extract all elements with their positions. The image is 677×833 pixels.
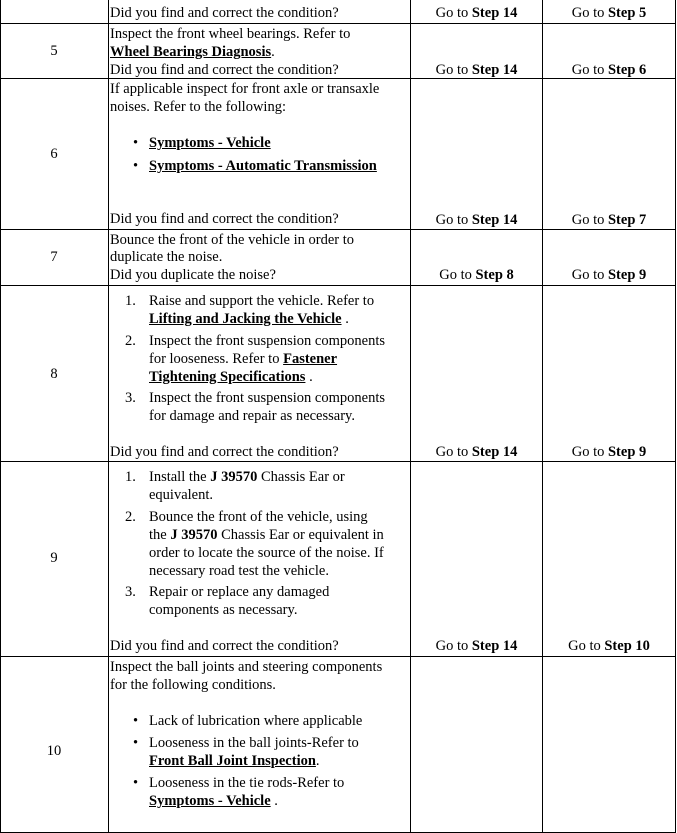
table-border-right (675, 0, 676, 833)
no-action: Go to Step 6 (571, 62, 647, 78)
bullet-icon: • (133, 713, 139, 729)
list-item: 1. Install the J 39570 Chassis Ear or equivalent. (125, 469, 345, 503)
instruction-text: Bounce the front of the vehicle in order to (110, 232, 355, 248)
row-divider (0, 23, 676, 24)
no-step-link[interactable]: Step 9 (607, 267, 647, 283)
table-column-divider (108, 0, 109, 833)
row-divider (0, 461, 676, 462)
step-number: 10 (46, 743, 62, 759)
yes-action: Go to Step 8 (439, 267, 514, 283)
question-text: Did you find and correct the condition? (110, 62, 339, 78)
bullet-icon: • (133, 158, 139, 174)
yes-step-link[interactable]: Step 14 (471, 5, 518, 21)
row-divider (0, 656, 676, 657)
symptoms-vehicle-link[interactable]: Symptoms - Vehicle (149, 793, 271, 809)
list-item: • Looseness in the ball joints-Refer to Front Ball Joint Inspection. (133, 735, 359, 769)
symptoms-automatic-transmission-link[interactable]: Symptoms - Automatic Transmission (149, 158, 377, 174)
instruction-text: Inspect the ball joints and steering components (110, 659, 383, 675)
instruction-text: for the following conditions. (110, 677, 276, 693)
instruction-text: duplicate the noise. (110, 249, 223, 265)
yes-step-link[interactable]: Step 14 (471, 212, 518, 228)
symptoms-vehicle-link[interactable]: Symptoms - Vehicle (149, 135, 271, 151)
yes-step-link[interactable]: Step 14 (471, 638, 518, 654)
fastener-tightening-link-cont[interactable]: Tightening Specifications (149, 369, 306, 385)
instruction-text: noises. Refer to the following: (110, 99, 286, 115)
yes-action: Go to Step 14 (435, 5, 518, 21)
bullet-icon: • (133, 735, 139, 751)
no-step-link[interactable]: Step 7 (607, 212, 647, 228)
list-item: 3. Repair or replace any damaged components as necessary. (125, 584, 330, 618)
wheel-bearings-diagnosis-link[interactable]: Wheel Bearings Diagnosis (110, 44, 272, 60)
question-text: Did you find and correct the condition? (110, 5, 339, 21)
no-action: Go to Step 7 (571, 212, 647, 228)
no-action: Go to Step 10 (568, 638, 650, 654)
no-action: Go to Step 9 (571, 444, 647, 460)
row-divider (0, 285, 676, 286)
list-item: 1. Raise and support the vehicle. Refer to Lifting and Jacking the Vehicle . (125, 293, 375, 327)
yes-action: Go to Step 14 (435, 444, 518, 460)
yes-step-link[interactable]: Step 14 (471, 62, 518, 78)
fastener-tightening-link[interactable]: Fastener (283, 351, 338, 367)
no-step-link[interactable]: Step 9 (607, 444, 647, 460)
no-action: Go to Step 9 (571, 267, 647, 283)
bullet-icon: • (133, 775, 139, 791)
step-number: 9 (50, 550, 58, 566)
table-column-divider (542, 0, 543, 833)
yes-step-link[interactable]: Step 14 (471, 444, 518, 460)
bullet-icon: • (133, 135, 139, 151)
step-number: 7 (50, 249, 58, 265)
instruction-text: If applicable inspect for front axle or transaxle (110, 81, 380, 97)
no-step-link[interactable]: Step 5 (607, 5, 647, 21)
list-item: 3. Inspect the front suspension components for damage and repair as necessary. (125, 390, 385, 424)
row-divider (0, 229, 676, 230)
step-number: 6 (50, 146, 58, 162)
list-item: • Lack of lubrication where applicable (133, 713, 363, 729)
front-ball-joint-inspection-link[interactable]: Front Ball Joint Inspection (149, 753, 316, 769)
lifting-and-jacking-link[interactable]: Lifting and Jacking the Vehicle (149, 311, 342, 327)
list-item: • Looseness in the tie rods-Refer to Symptoms - Vehicle . (133, 775, 345, 809)
question-text: Did you find and correct the condition? (110, 444, 339, 460)
no-step-link[interactable]: Step 6 (607, 62, 647, 78)
table-border-left (0, 0, 1, 833)
no-action: Go to Step 5 (571, 5, 647, 21)
list-item (133, 157, 377, 175)
instruction-text: Inspect the front wheel bearings. Refer to (110, 26, 351, 42)
question-text: Did you find and correct the condition? (110, 638, 339, 654)
yes-action: Go to Step 14 (435, 62, 518, 78)
step-number: 8 (50, 366, 58, 382)
list-item (133, 134, 271, 152)
list-item: 2. Bounce the front of the vehicle, using the J 39570 Chassis Ear or equivalent in order to locate the source of the noise. If necessary road test the vehicle. (125, 509, 384, 579)
yes-action: Go to Step 14 (435, 212, 518, 228)
table-column-divider (410, 0, 411, 833)
no-step-link[interactable]: Step 10 (604, 638, 650, 654)
question-text: Did you find and correct the condition? (110, 211, 339, 227)
step-number: 5 (50, 43, 58, 59)
question-text: Did you duplicate the noise? (110, 267, 276, 283)
instruction-link-line: Wheel Bearings Diagnosis. (110, 44, 275, 60)
yes-step-link[interactable]: Step 8 (475, 267, 514, 283)
yes-action: Go to Step 14 (435, 638, 518, 654)
list-item: 2. Inspect the front suspension components for looseness. Refer to Fastener Tightening Specifications . (125, 333, 385, 385)
